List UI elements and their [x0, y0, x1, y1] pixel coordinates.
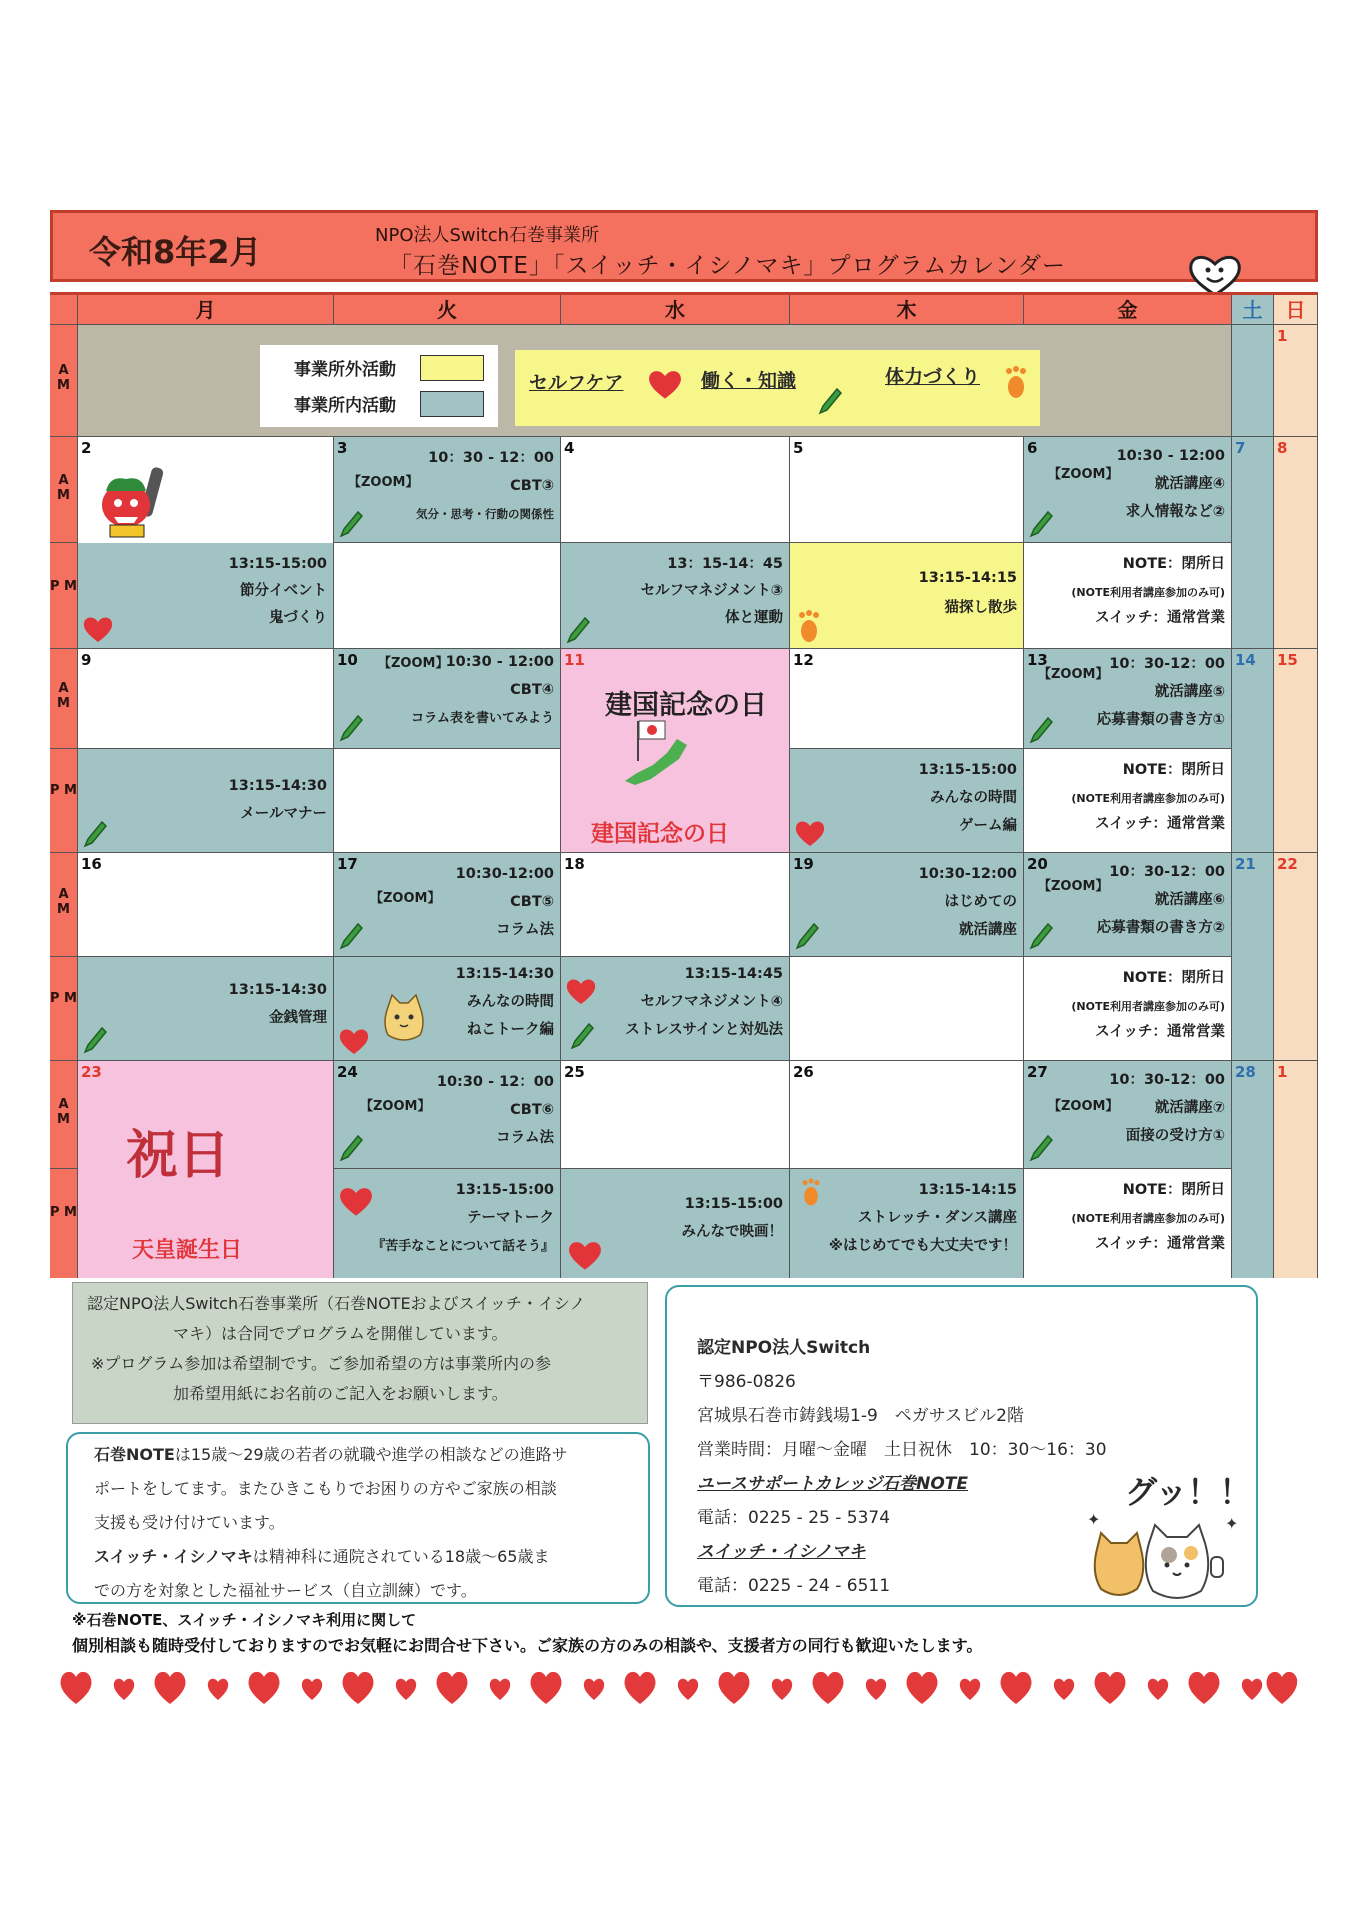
- note-line: 認定NPO法人Switch石巻事業所（石巻NOTEおよびスイッチ・イシノ: [87, 1294, 586, 1313]
- event-cell-cbt3: [334, 437, 561, 543]
- pencil-icon: [565, 615, 591, 645]
- zoom-tag: 【ZOOM】: [378, 656, 449, 671]
- event-detail: 『苦手なことについて話そう』: [372, 1239, 554, 1254]
- event-time: 10：30 - 12：00: [428, 450, 554, 466]
- pencil-icon: [82, 1025, 108, 1055]
- note-line: 支援も受け付けています。: [94, 1513, 285, 1532]
- event-detail: ゲーム編: [959, 818, 1017, 834]
- smiley-heart-icon: [1187, 253, 1243, 297]
- event-time: 13:15-14:15: [918, 1182, 1017, 1198]
- svg-text:✦: ✦: [1225, 1514, 1239, 1533]
- day-number: 24: [337, 1063, 358, 1081]
- event-detail: スイッチ：通常営業: [1095, 816, 1225, 832]
- japan-map-icon: [617, 719, 697, 799]
- event-detail: スイッチ：通常営業: [1095, 610, 1225, 626]
- event-time: 10:30-12:00: [455, 866, 554, 882]
- contact-org-name: 認定NPO法人Switch: [697, 1338, 871, 1358]
- event-title: NOTE：閉所日: [1122, 762, 1225, 778]
- zoom-tag: 【ZOOM】: [1038, 667, 1109, 682]
- heart-icon: [82, 615, 114, 643]
- day-number: 22: [1277, 855, 1298, 873]
- day-number: 12: [793, 651, 814, 669]
- event-title: みんなで映画！: [681, 1224, 783, 1240]
- event-detail: (NOTE利用者講座参加のみ可): [1071, 586, 1225, 599]
- event-time: 10：30-12：00: [1109, 656, 1225, 672]
- day-number: 2: [81, 439, 92, 457]
- calendar-header: [50, 210, 1318, 282]
- event-title: NOTE：閉所日: [1122, 970, 1225, 986]
- event-cell-selfmanage3: [561, 543, 790, 649]
- cats-thumbs-up-icon: [1087, 1509, 1243, 1609]
- oni-demon-icon: [96, 465, 166, 541]
- event-cell-closed: [1024, 957, 1232, 1061]
- day-number: 10: [337, 651, 358, 669]
- holiday-art-text: 建国記念の日: [605, 690, 767, 721]
- event-title: CBT⑤: [510, 894, 554, 910]
- event-title: 節分イベント: [240, 583, 327, 599]
- event-cell-cbt6: [334, 1061, 561, 1169]
- event-title: 就活講座⑥: [1154, 892, 1225, 908]
- event-cell-cat-talk: [334, 957, 561, 1061]
- day-number: 23: [81, 1063, 102, 1081]
- note-line: 加希望用紙にお名前のご記入をお願いします。: [173, 1384, 508, 1403]
- day-number: 7: [1235, 439, 1246, 457]
- day-number: 25: [564, 1063, 585, 1081]
- contact-switch-phone[interactable]: 電話：0225 - 24 - 6511: [697, 1576, 891, 1596]
- org-name: NPO法人Switch石巻事業所: [375, 225, 599, 246]
- weekday-fri: 金: [1024, 295, 1232, 325]
- heart-icon: [338, 1027, 370, 1055]
- pencil-icon: [338, 509, 364, 539]
- day-number: 6: [1027, 439, 1038, 457]
- event-cell-movie: [561, 1169, 790, 1278]
- event-title: 猫探し散歩: [944, 600, 1017, 616]
- event-time: 10:30 - 12:00: [445, 654, 554, 670]
- contact-zip: 〒986-0826: [697, 1372, 796, 1392]
- event-detail: コラム法: [496, 922, 554, 938]
- event-time: 13:15-15:00: [684, 1196, 783, 1212]
- cat-icon: [380, 993, 428, 1045]
- event-detail: スイッチ：通常営業: [1095, 1236, 1225, 1252]
- day-number: 5: [793, 439, 804, 457]
- legend-inside-swatch: [420, 391, 484, 417]
- contact-address: 宮城県石巻市鋳銭場1-9 ペガサスビル2階: [697, 1406, 1024, 1426]
- event-cell-closed: [1024, 543, 1232, 649]
- event-detail: 応募書類の書き方①: [1096, 712, 1225, 728]
- holiday-big-text: 祝日: [126, 1126, 231, 1186]
- event-time: 10：30-12：00: [1109, 1072, 1225, 1088]
- day-number: 20: [1027, 855, 1048, 873]
- note-line: は15歳～29歳の若者の就職や進学の相談などの進路サ: [174, 1445, 568, 1464]
- heart-icon: [565, 977, 597, 1005]
- contact-note-phone[interactable]: 電話：0225 - 25 - 5374: [697, 1508, 891, 1528]
- event-title: NOTE：閉所日: [1122, 556, 1225, 572]
- event-detail: 就活講座: [959, 922, 1017, 938]
- pencil-icon: [1028, 921, 1054, 951]
- note-line: での方を対象とした福祉サービス（自立訓練）です。: [94, 1581, 477, 1600]
- event-title: ストレッチ・ダンス講座: [857, 1210, 1017, 1226]
- event-cell-cbt4: [334, 649, 561, 749]
- activity-legend: [260, 345, 498, 427]
- day-number: 11: [564, 651, 585, 669]
- event-title: 就活講座⑤: [1154, 684, 1225, 700]
- event-title: セルフマネジメント③: [640, 583, 783, 599]
- event-cell-job6: [1024, 853, 1232, 957]
- footprint-icon: [1003, 362, 1029, 402]
- key-selfcare-label: セルフケア: [529, 372, 624, 394]
- am-label: A M: [50, 437, 78, 543]
- footprint-icon: [796, 609, 822, 643]
- heart-icon: [567, 1239, 603, 1271]
- weekday-wed: 水: [561, 295, 790, 325]
- am-label: A M: [50, 853, 78, 957]
- weekday-sat: 土: [1232, 295, 1274, 325]
- event-detail: 求人情報など②: [1125, 504, 1225, 520]
- zoom-tag: 【ZOOM】: [360, 1099, 431, 1114]
- event-time: 13:15-15:00: [455, 1182, 554, 1198]
- event-cell-dance: [790, 1169, 1024, 1278]
- event-detail: 応募書類の書き方②: [1096, 920, 1225, 936]
- zoom-tag: 【ZOOM】: [1048, 467, 1119, 482]
- day-number: 27: [1027, 1063, 1048, 1081]
- note-service-name: 石巻NOTE: [94, 1445, 175, 1464]
- event-cell-selfmanage4: [561, 957, 790, 1061]
- am-label: A M: [50, 1061, 78, 1169]
- event-time: 10：30-12：00: [1109, 864, 1225, 880]
- event-title: はじめての: [944, 894, 1017, 910]
- pm-label: P M: [50, 1169, 78, 1278]
- pencil-icon: [817, 384, 843, 418]
- event-cell-cat-walk: [790, 543, 1024, 649]
- am-label: A M: [50, 649, 78, 749]
- event-cell-setsubun: [78, 543, 334, 649]
- joint-program-note: [72, 1282, 648, 1424]
- event-detail: (NOTE利用者講座参加のみ可): [1071, 792, 1225, 805]
- holiday-label: 建国記念の日: [591, 821, 729, 847]
- legend-inside-label: 事業所内活動: [294, 396, 396, 416]
- day-number: 15: [1277, 651, 1298, 669]
- day-number: 1: [1277, 1063, 1288, 1081]
- event-detail: 鬼づくり: [269, 610, 327, 626]
- event-time: 13:15-14:15: [918, 570, 1017, 586]
- pm-label: P M: [50, 957, 78, 1061]
- day-number: 9: [81, 651, 92, 669]
- thumbs-up-caption: グッ！！: [1125, 1473, 1252, 1511]
- footer-heading: ※石巻NOTE、スイッチ・イシノマキ利用に関して: [72, 1611, 417, 1629]
- legend-outside-swatch: [420, 355, 484, 381]
- event-detail: コラム表を書いてみよう: [411, 711, 554, 726]
- note-line: マキ）は合同でプログラムを開催しています。: [173, 1324, 508, 1343]
- pencil-icon: [338, 921, 364, 951]
- day-number: 14: [1235, 651, 1256, 669]
- heart-icon: [794, 819, 826, 847]
- contact-switch-name: スイッチ・イシノマキ: [697, 1542, 866, 1562]
- pm-label: P M: [50, 749, 78, 853]
- event-title: 就活講座④: [1154, 476, 1225, 492]
- event-title: テーマトーク: [467, 1210, 554, 1226]
- key-work-label: 働く・知識: [701, 370, 797, 392]
- program-calendar: [50, 292, 1318, 1278]
- event-detail: コラム法: [496, 1130, 554, 1146]
- weekday-tue: 火: [334, 295, 561, 325]
- holiday-cell-emperor: [78, 1061, 334, 1278]
- zoom-tag: 【ZOOM】: [348, 475, 419, 490]
- note-line: ポートをしてます。またひきこもりでお困りの方やご家族の相談: [94, 1479, 557, 1498]
- event-title: メールマナー: [240, 806, 327, 822]
- holiday-cell-foundation: [561, 649, 790, 853]
- event-time: 13:15-14:30: [228, 778, 327, 794]
- heart-icon: [338, 1185, 374, 1217]
- day-number: 19: [793, 855, 814, 873]
- event-title: 就活講座⑦: [1154, 1100, 1225, 1116]
- day-cell: [78, 437, 334, 543]
- note-service-name: スイッチ・イシノマキ: [94, 1547, 253, 1566]
- event-time: 13:15-15:00: [918, 762, 1017, 778]
- zoom-tag: 【ZOOM】: [370, 891, 441, 906]
- event-cell-money: [78, 957, 334, 1061]
- pencil-icon: [1028, 1133, 1054, 1163]
- note-line: ※プログラム参加は希望制です。ご参加希望の方は事業所内の参: [91, 1354, 551, 1373]
- event-time: 10:30 - 12：00: [436, 1074, 554, 1090]
- day-number: 18: [564, 855, 585, 873]
- footprint-icon: [800, 1177, 822, 1207]
- event-time: 13:15-14:45: [684, 966, 783, 982]
- contact-box: [665, 1285, 1258, 1607]
- event-detail: 面接の受け方①: [1125, 1128, 1225, 1144]
- weekday-thu: 木: [790, 295, 1024, 325]
- event-cell-game: [790, 749, 1024, 853]
- event-cell-job4: [1024, 437, 1232, 543]
- day-number: 1: [1277, 327, 1288, 345]
- event-cell-job7: [1024, 1061, 1232, 1169]
- event-cell-closed: [1024, 1169, 1232, 1278]
- pencil-icon: [338, 1133, 364, 1163]
- event-cell-first-job: [790, 853, 1024, 957]
- event-cell-theme-talk: [334, 1169, 561, 1278]
- category-key: [515, 350, 1040, 426]
- event-time: 10:30 - 12:00: [1116, 448, 1225, 464]
- pencil-icon: [338, 713, 364, 743]
- event-time: 13:15-14:30: [228, 982, 327, 998]
- day-number: 8: [1277, 439, 1288, 457]
- day-number: 17: [337, 855, 358, 873]
- hearts-border-icon: [58, 1668, 1298, 1708]
- event-time: 10:30-12:00: [918, 866, 1017, 882]
- pencil-icon: [794, 921, 820, 951]
- event-title: みんなの時間: [930, 790, 1017, 806]
- day-number: 4: [564, 439, 575, 457]
- contact-note-name: ユースサポートカレッジ石巻NOTE: [697, 1474, 969, 1494]
- footer-text: 個別相談も随時受付しておりますのでお気軽にお問合せ下さい。ご家族の方のみの相談や、支援者方の同行も歓迎いたします。: [72, 1636, 983, 1655]
- note-line: は精神科に通院されている18歳～65歳ま: [252, 1547, 550, 1566]
- event-detail: ねこトーク編: [467, 1022, 554, 1038]
- event-cell-job5: [1024, 649, 1232, 749]
- day-number: 3: [337, 439, 348, 457]
- event-title: 金銭管理: [269, 1010, 327, 1026]
- event-detail: (NOTE利用者講座参加のみ可): [1071, 1000, 1225, 1013]
- event-detail: スイッチ：通常営業: [1095, 1024, 1225, 1040]
- day-number: 13: [1027, 651, 1048, 669]
- pencil-icon: [1028, 715, 1054, 745]
- pm-label: P M: [50, 543, 78, 649]
- day-number: 26: [793, 1063, 814, 1081]
- pencil-icon: [569, 1021, 595, 1051]
- event-detail: ※はじめてでも大丈夫です！: [828, 1238, 1017, 1254]
- calendar-title: 「石巻NOTE」「スイッチ・イシノマキ」プログラムカレンダー: [389, 253, 1066, 279]
- event-time: 13:15-14:30: [455, 966, 554, 982]
- day-number: 16: [81, 855, 102, 873]
- month-title: 令和8年2月: [89, 233, 262, 271]
- event-detail: 気分・思考・行動の関係性: [416, 507, 554, 521]
- event-title: みんなの時間: [467, 994, 554, 1010]
- zoom-tag: 【ZOOM】: [1038, 879, 1109, 894]
- contact-hours: 営業時間：月曜～金曜 土日祝休 10：30～16：30: [697, 1440, 1107, 1460]
- holiday-label: 天皇誕生日: [132, 1238, 243, 1263]
- zoom-tag: 【ZOOM】: [1048, 1099, 1119, 1114]
- weekday-mon: 月: [78, 295, 334, 325]
- day-number: 21: [1235, 855, 1256, 873]
- svg-text:✦: ✦: [1087, 1510, 1101, 1529]
- event-title: CBT④: [510, 682, 554, 698]
- event-cell-mail: [78, 749, 334, 853]
- event-time: 13：15-14：45: [667, 556, 783, 572]
- event-time: 13:15-15:00: [228, 556, 327, 572]
- event-detail: ストレスサインと対処法: [625, 1022, 783, 1038]
- pencil-icon: [1028, 509, 1054, 539]
- legend-outside-label: 事業所外活動: [294, 360, 396, 380]
- event-title: CBT③: [510, 478, 554, 494]
- event-title: セルフマネジメント④: [640, 994, 783, 1010]
- event-title: CBT⑥: [510, 1102, 554, 1118]
- day-number: 28: [1235, 1063, 1256, 1081]
- heart-icon: [647, 364, 683, 404]
- event-detail: (NOTE利用者講座参加のみ可): [1071, 1212, 1225, 1225]
- pencil-icon: [82, 819, 108, 849]
- event-title: NOTE：閉所日: [1122, 1182, 1225, 1198]
- service-description: [66, 1432, 650, 1604]
- event-detail: 体と運動: [725, 610, 783, 626]
- event-cell-cbt5: [334, 853, 561, 957]
- key-body-label: 体力づくり: [885, 366, 981, 388]
- weekday-sun: 日: [1274, 295, 1318, 325]
- am-label: A M: [50, 325, 78, 437]
- event-cell-closed: [1024, 749, 1232, 853]
